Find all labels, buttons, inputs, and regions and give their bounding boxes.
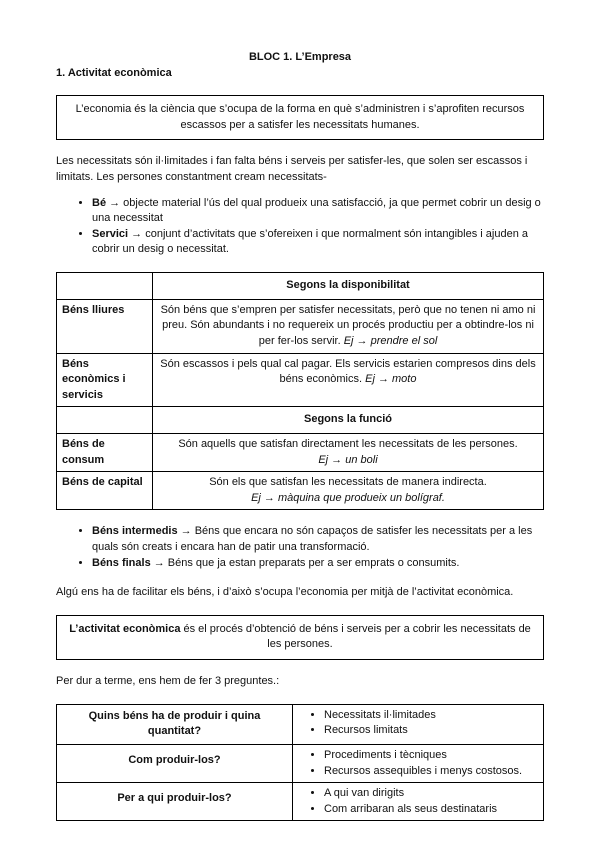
- bullet-term: Bé: [92, 196, 107, 209]
- list-item: • Recursos assequibles i menys costosos.: [324, 764, 538, 780]
- list-item: [92, 524, 544, 555]
- row-text: Són béns que s’empren per satisfer necessitats, però que no tenen ni amo ni preu. Són abundants i no requereix un procés productiu per a obtindre-los ni per fer-los servir.: [160, 303, 536, 347]
- table-row: [57, 744, 544, 782]
- bullet-text: → objecte material l’ús del qual produeix una satisfacció, ja que permet cobrir un desig o una necessitat: [92, 196, 541, 225]
- table-header-funcio: Segons la funció: [153, 407, 544, 434]
- bullet-term: Servici: [92, 227, 129, 240]
- list-item: • Procediments i tècniques: [324, 748, 538, 764]
- question: Com produir-los?: [57, 744, 293, 782]
- bullet-text: → Béns que ja estan preparats per a ser emprats o consumits.: [150, 556, 460, 569]
- row-description: [153, 472, 544, 510]
- answers: [293, 704, 544, 744]
- list-item: • Com arribaran als seus destinataris: [324, 802, 538, 818]
- list-item: [92, 227, 544, 258]
- answers: [293, 744, 544, 782]
- row-description: [153, 353, 544, 407]
- list-item: • Necessitats il·limitades: [324, 708, 538, 724]
- document-page: [56, 50, 544, 821]
- list-item: • Recursos limitats: [324, 723, 538, 739]
- definition-economia-text: L’economia és la ciència que s’ocupa de la forma en què s’administren i s’aprofiten recursos escassos per a satisfer les necessitats humanes.: [75, 103, 525, 131]
- question: Quins béns ha de produir i quina quantitat?: [57, 704, 293, 744]
- table-header-disponibilitat: Segons la disponibilitat: [153, 273, 544, 300]
- bullet-text: → conjunt d’activitats que s’ofereixen i que normalment són intangibles i ajuden a cobrir un desig o necessitat.: [92, 227, 528, 256]
- definition-term: L’activitat econòmica: [69, 622, 181, 635]
- definition-activitat-box: [56, 615, 544, 660]
- row-description: [153, 433, 544, 471]
- bullet-term: Béns intermedis: [92, 525, 178, 538]
- row-text: Són escassos i pels qual cal pagar. Els servicis estarien compresos dins dels béns econòmics.: [160, 357, 536, 386]
- row-example: Ej → màquina que produeix un bolígraf.: [251, 491, 445, 504]
- list-item: [92, 556, 544, 572]
- row-example: Ej → un boli: [318, 453, 378, 466]
- row-text: Són els que satisfan les necessitats de manera indirecta.: [209, 476, 487, 489]
- answers: [293, 783, 544, 821]
- definition-economia-box: [56, 95, 544, 140]
- list-item: • A qui van dirigits: [324, 786, 538, 802]
- bullet-text: → Béns que encara no són capaços de satisfer les necessitats per a les quals són creats i encara han de patir una transformació.: [92, 525, 533, 554]
- table-row: [57, 783, 544, 821]
- table-row: [57, 299, 544, 353]
- paragraph-preguntes: Per dur a terme, ens hem de fer 3 preguntes.:: [56, 675, 280, 688]
- table-row: [57, 704, 544, 744]
- row-label: Béns lliures: [57, 299, 153, 353]
- definition-text: és el procés d’obtenció de béns i serveis per a cobrir les necessitats de les persones.: [180, 622, 531, 651]
- row-label: Béns econòmics i servicis: [57, 353, 153, 407]
- list-item: [92, 196, 544, 227]
- row-description: [153, 299, 544, 353]
- table-row: [57, 353, 544, 407]
- bullet-list-bens: [56, 524, 544, 571]
- bullet-term: Béns finals: [92, 556, 151, 569]
- questions-table: [56, 704, 544, 822]
- section-heading: 1. Activitat econòmica: [56, 66, 172, 79]
- row-example: Ej → prendre el sol: [343, 334, 438, 347]
- table-row: [57, 472, 544, 510]
- row-example: Ej → moto: [365, 373, 417, 386]
- row-label: Béns de consum: [57, 433, 153, 471]
- bens-classification-table: [56, 272, 544, 510]
- row-label: Béns de capital: [57, 472, 153, 510]
- question: Per a qui produir-los?: [57, 783, 293, 821]
- page-title: BLOC 1. L’Empresa: [248, 51, 352, 63]
- row-text: Són aquells que satisfan directament les necessitats de les persones.: [178, 437, 518, 450]
- paragraph-facilitar: Algú ens ha de facilitar els béns, i d’això s’ocupa l’economia per mitjà de l’activitat econòmica.: [56, 586, 514, 599]
- table-row: [57, 433, 544, 471]
- intro-paragraph: Les necessitats són il·limitades i fan falta béns i serveis per satisfer-les, que solen ser escassos i limitats. Les persones constantment cream necessitats-: [56, 155, 528, 184]
- bullet-list-be-servici: [56, 196, 544, 258]
